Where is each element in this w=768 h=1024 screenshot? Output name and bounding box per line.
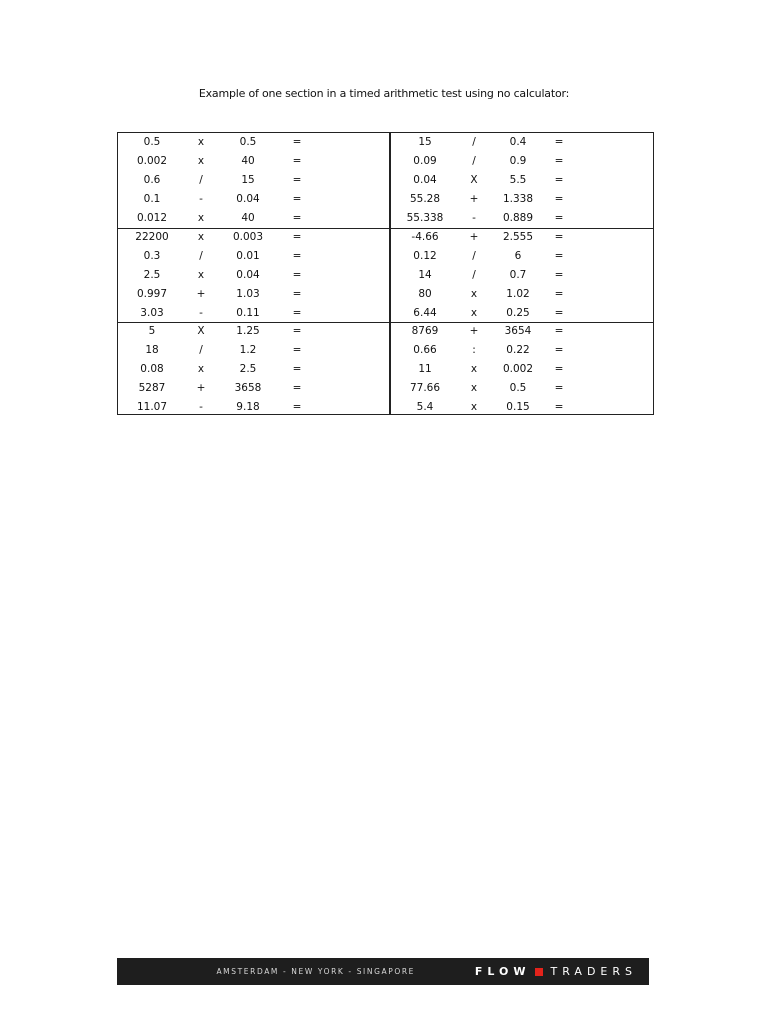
right-operand-1: 55.338 [406, 212, 444, 224]
left-operand-1: 22200 [135, 230, 169, 243]
right-equals-sign: = [554, 174, 564, 186]
right-equals-sign: = [554, 401, 564, 413]
right-equals-sign: = [554, 230, 564, 243]
right-operand-1: 77.66 [409, 382, 441, 394]
left-operand-2: 0.04 [236, 268, 260, 281]
right-equals-sign: = [554, 325, 564, 337]
right-operator: : [472, 344, 476, 356]
left-operator: / [199, 344, 203, 356]
left-operator: - [199, 193, 203, 205]
right-operator: x [470, 401, 478, 413]
table-row [118, 247, 653, 266]
right-operator: x [470, 363, 478, 375]
left-operand-1: 0.002 [136, 155, 168, 167]
right-operand-2: 0.7 [509, 268, 527, 281]
table-row [118, 304, 653, 323]
left-equals-sign: = [292, 382, 302, 394]
left-equals-sign: = [292, 174, 302, 186]
table-row [118, 285, 653, 304]
left-operand-2: 1.03 [236, 287, 260, 300]
right-operand-1: 8769 [411, 325, 439, 337]
left-operand-1: 0.997 [136, 287, 168, 300]
left-operand-2: 0.003 [232, 230, 264, 243]
right-operand-1: 11 [418, 363, 432, 375]
table-row [118, 360, 653, 379]
right-operand-2: 0.22 [506, 344, 530, 356]
right-operand-1: 5.4 [416, 401, 434, 413]
left-operand-1: 0.1 [143, 193, 161, 205]
left-operator: x [197, 363, 205, 375]
left-equals-sign: = [292, 401, 302, 413]
right-operand-1: 0.66 [413, 344, 437, 356]
left-operand-2: 0.01 [236, 249, 260, 262]
left-equals-sign: = [292, 212, 302, 224]
right-operand-2: 0.5 [509, 382, 527, 394]
left-equals-sign: = [292, 230, 302, 243]
right-operand-2: 0.889 [502, 212, 534, 224]
left-equals-sign: = [292, 155, 302, 167]
left-operand-1: 2.5 [143, 268, 161, 281]
right-operand-1: 80 [418, 287, 432, 300]
left-operator: / [199, 174, 203, 186]
left-operator: X [197, 325, 205, 337]
right-operand-1: 0.12 [413, 249, 437, 262]
left-equals-sign: = [292, 363, 302, 375]
right-operand-2: 5.5 [509, 174, 527, 186]
table-row [118, 266, 653, 285]
left-operand-1: 11.07 [136, 401, 168, 413]
left-operand-1: 0.3 [143, 249, 161, 262]
footer-cities: AMSTERDAM - NEW YORK - SINGAPORE [216, 967, 415, 976]
left-operator: + [196, 287, 206, 300]
left-operator: - [199, 306, 203, 319]
right-operand-1: 0.09 [413, 155, 437, 167]
right-equals-sign: = [554, 136, 564, 148]
left-operand-1: 0.5 [143, 136, 161, 148]
left-operand-2: 9.18 [236, 401, 260, 413]
right-equals-sign: = [554, 193, 564, 205]
right-operator: + [469, 230, 479, 243]
right-operand-2: 3654 [504, 325, 532, 337]
arithmetic-test-table [117, 132, 654, 415]
page-title: Example of one section in a timed arithmetic test using no calculator: [198, 87, 570, 100]
right-operand-2: 0.002 [502, 363, 534, 375]
brand-word-traders: TRADERS [550, 965, 637, 978]
right-equals-sign: = [554, 306, 564, 319]
right-equals-sign: = [554, 155, 564, 167]
left-equals-sign: = [292, 249, 302, 262]
left-operator: x [197, 136, 205, 148]
table-row [118, 133, 653, 152]
left-operator: - [199, 401, 203, 413]
left-operand-1: 18 [145, 344, 159, 356]
left-operand-1: 0.012 [136, 212, 168, 224]
right-operator: / [472, 155, 476, 167]
right-operator: X [470, 174, 478, 186]
right-operand-2: 1.02 [506, 287, 530, 300]
right-operator: / [472, 249, 476, 262]
right-operand-1: 55.28 [409, 193, 441, 205]
left-operand-2: 0.5 [239, 136, 257, 148]
right-equals-sign: = [554, 249, 564, 262]
right-operator: + [469, 193, 479, 205]
table-row [118, 171, 653, 190]
left-operand-2: 3658 [234, 382, 262, 394]
right-operand-2: 1.338 [502, 193, 534, 205]
right-equals-sign: = [554, 344, 564, 356]
left-operand-1: 5287 [138, 382, 166, 394]
right-operand-2: 0.25 [506, 306, 530, 319]
right-operator: - [472, 212, 476, 224]
left-equals-sign: = [292, 344, 302, 356]
right-operator: x [470, 382, 478, 394]
left-equals-sign: = [292, 306, 302, 319]
left-operand-1: 5 [148, 325, 156, 337]
left-operator: x [197, 212, 205, 224]
right-operand-1: 6.44 [413, 306, 437, 319]
right-equals-sign: = [554, 382, 564, 394]
left-operand-1: 0.6 [143, 174, 161, 186]
right-operand-2: 2.555 [502, 230, 534, 243]
right-operator: + [469, 325, 479, 337]
footer-bar [117, 958, 649, 985]
table-row [118, 228, 653, 247]
left-operand-2: 40 [241, 212, 255, 224]
left-operator: x [197, 155, 205, 167]
left-operand-2: 2.5 [239, 363, 257, 375]
left-operand-1: 3.03 [140, 306, 164, 319]
table-row [118, 341, 653, 360]
left-operator: x [197, 268, 205, 281]
right-equals-sign: = [554, 212, 564, 224]
right-operand-1: -4.66 [411, 230, 439, 243]
left-equals-sign: = [292, 268, 302, 281]
brand-red-square-icon [535, 968, 543, 976]
table-row [118, 398, 653, 417]
left-operand-2: 15 [241, 174, 255, 186]
right-operator: / [472, 268, 476, 281]
right-operand-1: 0.04 [413, 174, 437, 186]
left-operand-1: 0.08 [140, 363, 164, 375]
table-row [118, 379, 653, 398]
left-operator: + [196, 382, 206, 394]
right-operator: x [470, 287, 478, 300]
brand-logo [475, 958, 637, 985]
brand-word-flow: FLOW [474, 965, 531, 978]
left-operator: x [197, 230, 205, 243]
left-operand-2: 0.04 [236, 193, 260, 205]
left-operator: / [199, 249, 203, 262]
right-operand-2: 0.4 [509, 136, 527, 148]
left-operand-2: 1.2 [239, 344, 257, 356]
right-operator: / [472, 136, 476, 148]
table-row [118, 190, 653, 209]
left-operand-2: 1.25 [236, 325, 260, 337]
table-row [118, 152, 653, 171]
right-operand-1: 15 [418, 136, 432, 148]
right-equals-sign: = [554, 287, 564, 300]
right-equals-sign: = [554, 363, 564, 375]
table-row [118, 322, 653, 341]
left-equals-sign: = [292, 136, 302, 148]
left-equals-sign: = [292, 325, 302, 337]
right-operand-1: 14 [418, 268, 432, 281]
right-operand-2: 0.9 [509, 155, 527, 167]
table-row [118, 209, 653, 228]
left-operand-2: 0.11 [236, 306, 260, 319]
right-equals-sign: = [554, 268, 564, 281]
right-operand-2: 0.15 [506, 401, 530, 413]
left-equals-sign: = [292, 193, 302, 205]
right-operand-2: 6 [514, 249, 522, 262]
left-operand-2: 40 [241, 155, 255, 167]
right-operator: x [470, 306, 478, 319]
left-equals-sign: = [292, 287, 302, 300]
